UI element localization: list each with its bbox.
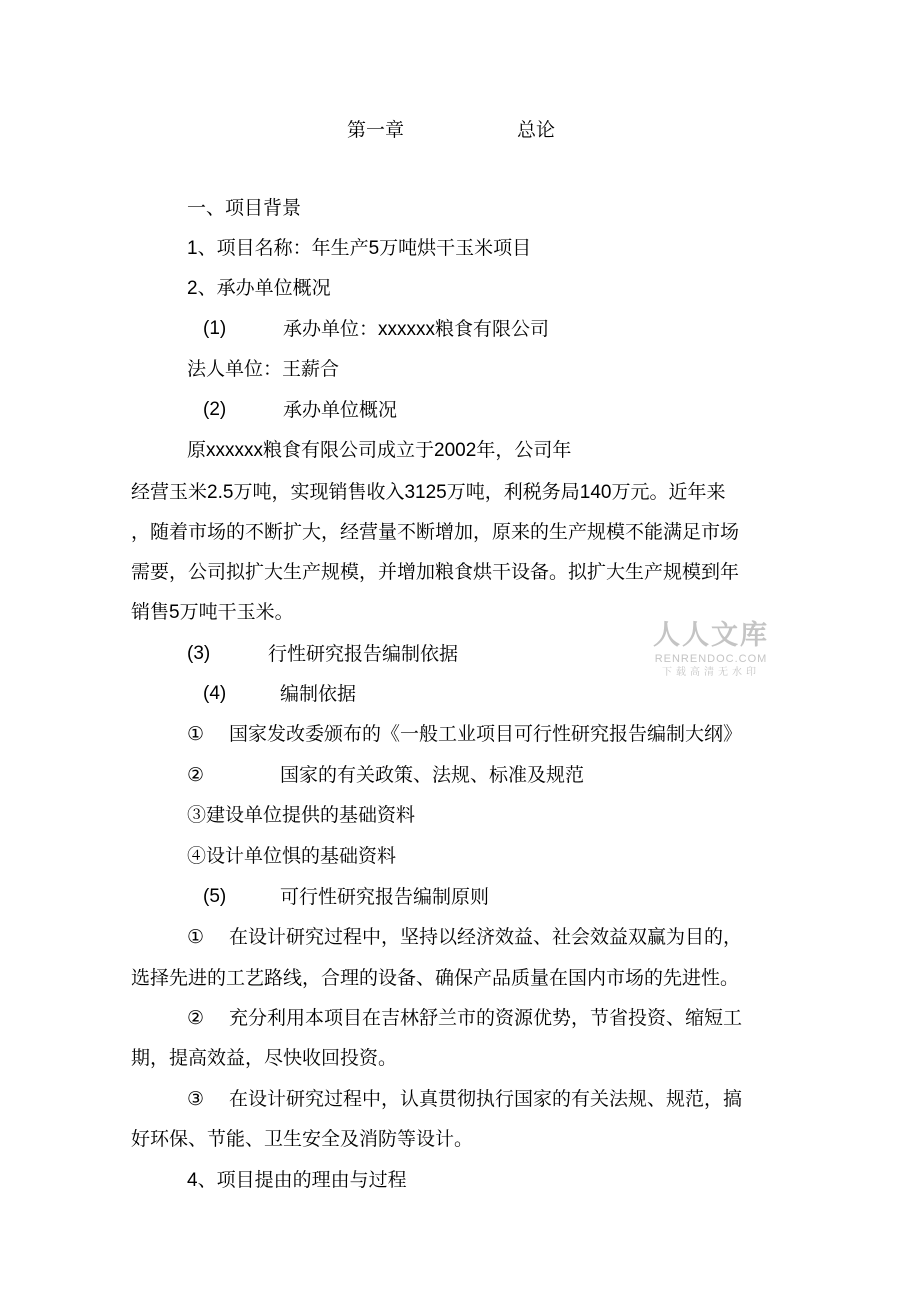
body-line xyxy=(187,438,571,463)
text-run: 、项目提由的理由与过程 xyxy=(197,1169,407,1191)
text-run: 万吨，实现销售收入 xyxy=(233,481,405,503)
list-item-text: 在设计研究过程中，认真贯彻执行国家的有关法规、规范，搞 xyxy=(229,1088,743,1110)
text-run: 、承办单位概况 xyxy=(197,277,331,299)
sub-item-number: (3) xyxy=(187,643,211,664)
body-line: ，随着市场的不断扩大，经营量不断增加，原来的生产规模不能满足市场 xyxy=(131,521,740,543)
project-name-line xyxy=(187,236,531,261)
list-item-text: 国家发改委颁布的《一般工业项目可行性研究报告编制大纲》 xyxy=(229,723,743,745)
sub-item-number: (2) xyxy=(203,399,227,420)
watermark-slogan: 下载高清无水印 xyxy=(662,667,760,678)
sponsor-unit-line xyxy=(283,317,549,342)
sub-item-number: (4) xyxy=(203,683,227,704)
text-run: 承办单位： xyxy=(283,318,379,340)
text-run: 、项目名称：年生产 xyxy=(197,237,369,259)
item-number: 2 xyxy=(187,278,198,299)
body-line xyxy=(131,600,294,625)
chapter-number: 第一章 xyxy=(347,119,405,141)
placeholder-run: xxxxxx xyxy=(378,319,436,340)
list-marker: ② xyxy=(187,764,205,786)
watermark-domain: RENRENDOC.COM xyxy=(654,653,768,665)
body-line xyxy=(131,480,725,505)
chapter-title: 总论 xyxy=(517,119,556,141)
number-run: 3125 xyxy=(404,482,447,503)
body-line: 好环保、节能、卫生安全及消防等设计。 xyxy=(131,1128,474,1150)
sponsor-heading-line xyxy=(187,276,331,301)
list-marker: ① xyxy=(187,926,205,948)
sub-item-text: 承办单位概况 xyxy=(283,399,398,421)
list-marker: ③ xyxy=(187,1088,205,1110)
list-item: ④设计单位惧的基础资料 xyxy=(187,845,397,867)
number-run: 2.5 xyxy=(207,482,234,503)
sub-item-number: (1) xyxy=(203,318,227,339)
list-item: ③建设单位提供的基础资料 xyxy=(187,804,416,826)
number-run: 2002 xyxy=(434,440,477,461)
text-run: 万吨，利税务局 xyxy=(446,481,580,503)
text-run: 原 xyxy=(187,439,207,461)
text-run: 万元。近年来 xyxy=(611,481,726,503)
list-item-text: 充分利用本项目在吉林舒兰市的资源优势，节省投资、缩短工 xyxy=(229,1007,743,1029)
item-number: 4 xyxy=(187,1170,198,1191)
number-run: 140 xyxy=(579,482,612,503)
text-run: 经营玉米 xyxy=(131,481,208,503)
section-heading: 一、项目背景 xyxy=(187,197,302,219)
legal-person-line: 法人单位：王薪合 xyxy=(187,358,340,380)
list-marker: ② xyxy=(187,1007,205,1029)
watermark-name: 人人文库 xyxy=(653,620,769,651)
sub-item-number: (5) xyxy=(203,886,227,907)
project-reason-line xyxy=(187,1168,407,1193)
number-run: 5 xyxy=(368,238,380,259)
sub-item-text: 行性研究报告编制依据 xyxy=(268,643,459,665)
text-run: 粮食有限公司成立于 xyxy=(263,439,435,461)
body-line: 选择先进的工艺路线，合理的设备、确保产品质量在国内市场的先进性。 xyxy=(131,967,740,989)
text-run: 销售 xyxy=(131,601,170,623)
text-run: 万吨烘干玉米项目 xyxy=(379,237,532,259)
body-line: 需要，公司拟扩大生产规模，并增加粮食烘干设备。拟扩大生产规模到年 xyxy=(131,561,740,583)
list-marker: ① xyxy=(187,723,205,745)
text-run: 年，公司年 xyxy=(476,439,572,461)
watermark xyxy=(646,620,776,680)
list-item-text: 在设计研究过程中，坚持以经济效益、社会效益双赢为目的， xyxy=(229,926,743,948)
body-line: 期，提高效益，尽快收回投资。 xyxy=(131,1047,398,1069)
placeholder-run: xxxxxx xyxy=(206,440,264,461)
text-run: 粮食有限公司 xyxy=(435,318,550,340)
list-item-text: 国家的有关政策、法规、标准及规范 xyxy=(280,764,585,786)
text-run: 万吨干玉米。 xyxy=(179,601,294,623)
sub-item-text: 可行性研究报告编制原则 xyxy=(280,886,490,908)
sub-item-text: 编制依据 xyxy=(280,683,357,705)
number-run: 5 xyxy=(169,602,180,623)
item-number: 1 xyxy=(187,238,198,259)
